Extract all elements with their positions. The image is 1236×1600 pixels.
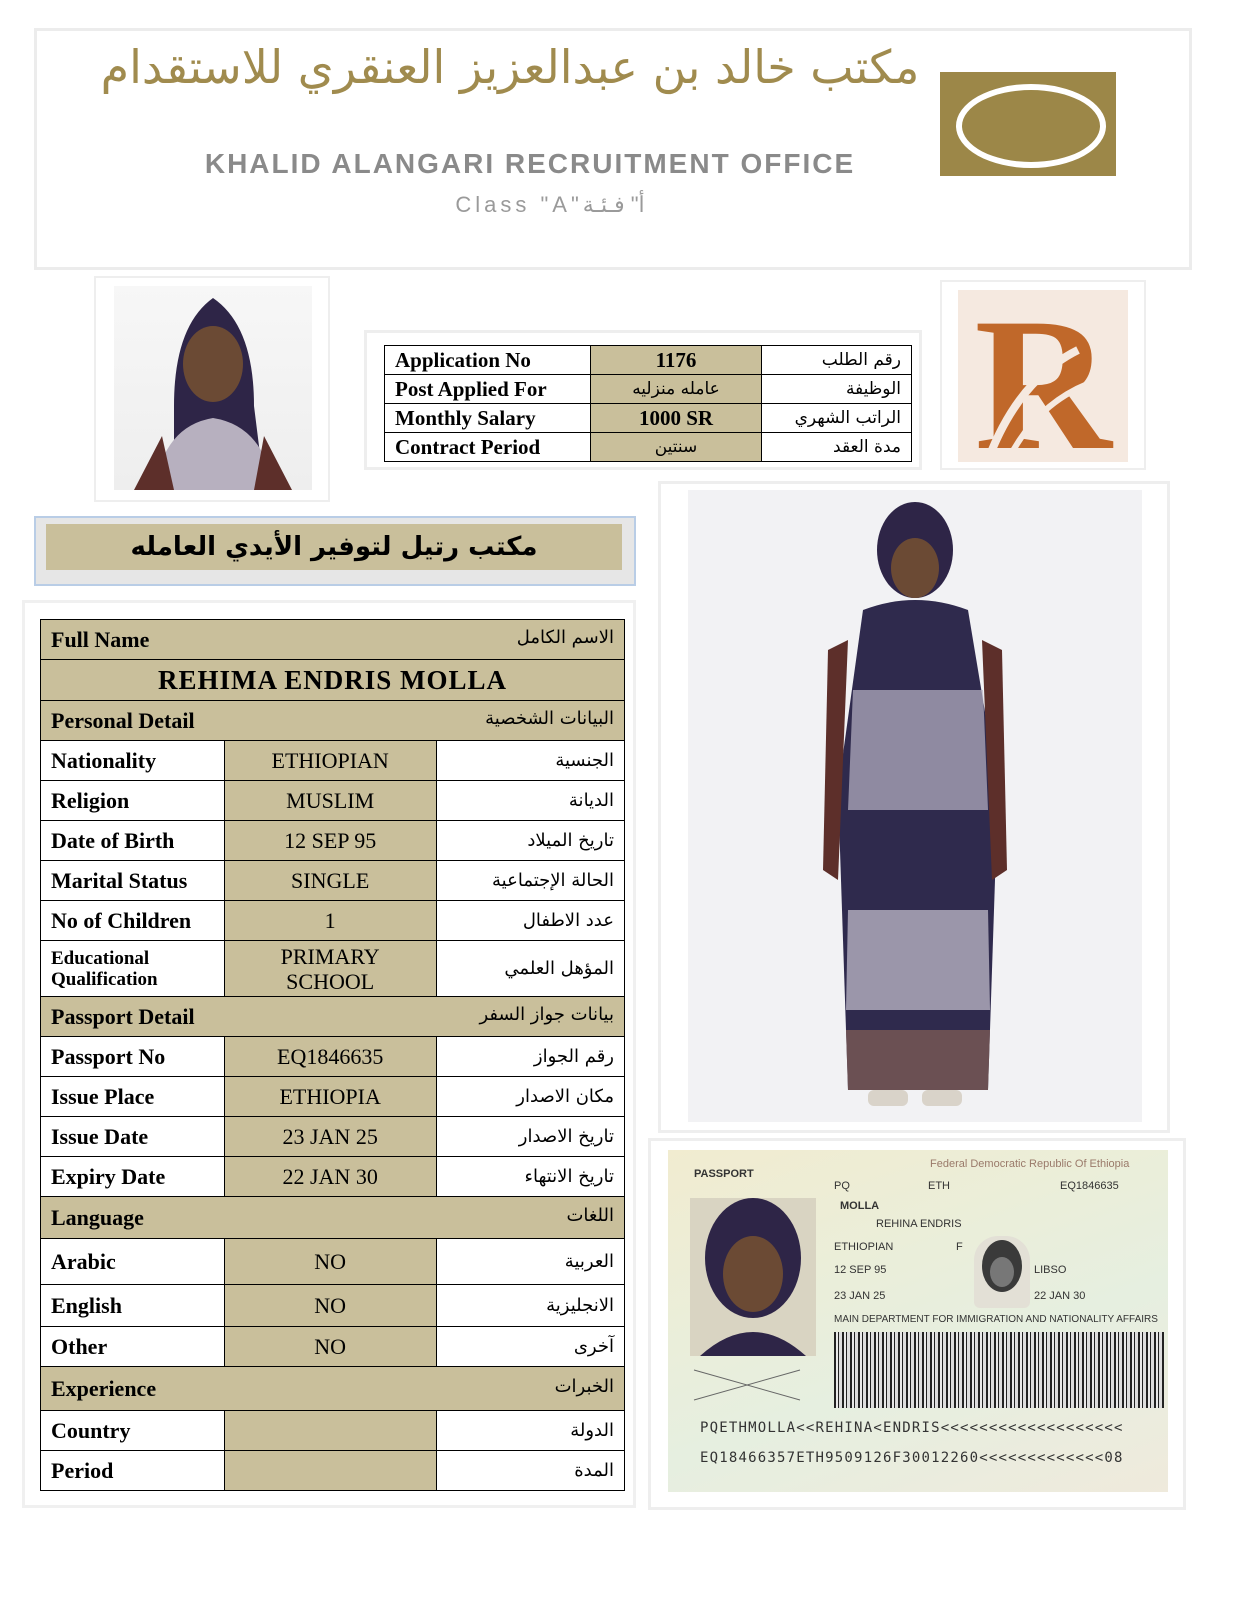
passport-number: EQ1846635 — [1060, 1180, 1119, 1192]
post-applied-value: عامله منزليه — [591, 375, 762, 404]
row-value — [224, 1451, 436, 1491]
row-label-ar: مدة العقد — [762, 433, 912, 462]
row-value: NO — [224, 1327, 436, 1367]
passport-surname: MOLLA — [840, 1200, 880, 1212]
row-label: Religion — [41, 781, 225, 821]
section-header-personal — [41, 701, 625, 741]
row-label-ar: تاريخ الميلاد — [436, 821, 624, 861]
row-label-ar: العربية — [436, 1239, 624, 1285]
passport-photo — [690, 1198, 816, 1356]
row-label: Expiry Date — [41, 1157, 225, 1197]
row-label: Monthly Salary — [385, 404, 591, 433]
row-label-ar: المؤهل العلمي — [436, 941, 624, 997]
row-value: SINGLE — [224, 861, 436, 901]
passport-birth-date: 12 SEP 95 — [834, 1264, 887, 1276]
row-label — [41, 941, 225, 997]
row-value: EQ1846635 — [224, 1037, 436, 1077]
row-label-ar: رقم الجواز — [436, 1037, 624, 1077]
full-name-value: REHIMA ENDRIS MOLLA — [41, 660, 625, 701]
passport-header-right: Federal Democratic Republic Of Ethiopia — [930, 1158, 1130, 1170]
row-label: Arabic — [41, 1239, 225, 1285]
passport-birth-place: LIBSO — [1034, 1264, 1067, 1276]
table-row — [41, 781, 625, 821]
row-label-ar: الدولة — [436, 1411, 624, 1451]
row-label-ar: تاريخ الاصدار — [436, 1117, 624, 1157]
full-name-header-row — [41, 620, 625, 660]
row-value: 23 JAN 25 — [224, 1117, 436, 1157]
passport-authority: MAIN DEPARTMENT FOR IMMIGRATION AND NATIONALITY AFFAIRS — [834, 1314, 1158, 1325]
row-label-ar: الديانة — [436, 781, 624, 821]
row-value: MUSLIM — [224, 781, 436, 821]
table-row — [41, 1411, 625, 1451]
table-row — [41, 1157, 625, 1197]
row-label: English — [41, 1285, 225, 1327]
full-name-row — [41, 660, 625, 701]
table-row — [41, 1451, 625, 1491]
section-label: Experience — [51, 1375, 157, 1401]
table-row — [41, 821, 625, 861]
row-label-line: Educational — [51, 947, 150, 969]
contract-period-value: سنتين — [591, 433, 762, 462]
passport-barcode — [834, 1332, 1164, 1408]
row-label: Period — [41, 1451, 225, 1491]
row-label: No of Children — [41, 901, 225, 941]
row-label: Contract Period — [385, 433, 591, 462]
row-label: Date of Birth — [41, 821, 225, 861]
row-label-ar: الجنسية — [436, 741, 624, 781]
row-value-line: PRIMARY — [280, 943, 380, 969]
application-row — [385, 404, 912, 433]
application-table — [384, 345, 912, 462]
row-label-line: Qualification — [51, 968, 158, 990]
table-row — [41, 1117, 625, 1157]
table-row — [41, 1037, 625, 1077]
small-photo — [114, 286, 312, 490]
passport-country-code: ETH — [928, 1180, 950, 1192]
full-body-photo — [688, 490, 1142, 1122]
section-label-ar: اللغات — [566, 1204, 614, 1226]
passport-sex: F — [956, 1241, 963, 1253]
table-row — [41, 1285, 625, 1327]
passport-nationality: ETHIOPIAN — [834, 1241, 894, 1253]
row-label-ar: الانجليزية — [436, 1285, 624, 1327]
row-label: Application No — [385, 346, 591, 375]
row-value: 22 JAN 30 — [224, 1157, 436, 1197]
row-label-ar: الوظيفة — [762, 375, 912, 404]
passport-signature — [690, 1364, 816, 1404]
table-row — [41, 1077, 625, 1117]
row-value: 1 — [224, 901, 436, 941]
application-row — [385, 375, 912, 404]
office-english-name: KHALID ALANGARI RECRUITMENT OFFICE — [204, 148, 856, 179]
row-value: ETHIOPIA — [224, 1077, 436, 1117]
row-label: Marital Status — [41, 861, 225, 901]
row-value: ETHIOPIAN — [224, 741, 436, 781]
section-label-ar: البيانات الشخصية — [485, 707, 614, 729]
row-label: Country — [41, 1411, 225, 1451]
row-label-ar: عدد الاطفال — [436, 901, 624, 941]
application-number: 1176 — [591, 346, 762, 375]
office-class-label: Class "A"أ" فـئـة — [455, 192, 645, 217]
section-header-passport — [41, 997, 625, 1037]
row-value — [224, 941, 436, 997]
office-logo-ring — [956, 84, 1106, 168]
passport-given-name: REHINA ENDRIS — [876, 1218, 962, 1230]
row-label: Issue Date — [41, 1117, 225, 1157]
table-row — [41, 941, 625, 997]
row-label-ar: مكان الاصدار — [436, 1077, 624, 1117]
full-name-label: Full Name — [51, 626, 150, 652]
passport-header-left: PASSPORT — [694, 1168, 754, 1180]
row-label: Issue Place — [41, 1077, 225, 1117]
application-row — [385, 433, 912, 462]
section-label: Passport Detail — [51, 1003, 195, 1029]
row-value — [224, 1411, 436, 1451]
row-label-ar: الراتب الشهري — [762, 404, 912, 433]
row-value: NO — [224, 1285, 436, 1327]
section-label-ar: بيانات جواز السفر — [479, 1003, 614, 1025]
passport-ghost-photo — [974, 1236, 1030, 1308]
row-label-ar: تاريخ الانتهاء — [436, 1157, 624, 1197]
section-header-language — [41, 1197, 625, 1239]
application-row — [385, 346, 912, 375]
row-label-ar: رقم الطلب — [762, 346, 912, 375]
row-value-line: SCHOOL — [286, 968, 375, 994]
row-label: Passport No — [41, 1037, 225, 1077]
table-row — [41, 1327, 625, 1367]
cv-table — [40, 619, 625, 1491]
table-row — [41, 1239, 625, 1285]
row-value: NO — [224, 1239, 436, 1285]
agency-banner-title: مكتب رتيل لتوفير الأيدي العامله — [46, 524, 622, 570]
table-row — [41, 901, 625, 941]
row-value: 12 SEP 95 — [224, 821, 436, 861]
monthly-salary-value: 1000 SR — [591, 404, 762, 433]
office-arabic-name: مكتب خالد بن عبدالعزيز العنقري للاستقدام — [100, 40, 920, 94]
passport-expiry-date: 22 JAN 30 — [1034, 1290, 1086, 1302]
section-label: Language — [51, 1204, 144, 1230]
row-label-ar: آخرى — [436, 1327, 624, 1367]
row-label: Post Applied For — [385, 375, 591, 404]
row-label: Nationality — [41, 741, 225, 781]
passport-mrz-line2: EQ18466357ETH9509126F30012260<<<<<<<<<<<<<08 — [700, 1450, 1124, 1466]
row-label-ar: الحالة الإجتماعية — [436, 861, 624, 901]
table-row — [41, 861, 625, 901]
section-header-experience — [41, 1367, 625, 1411]
row-label-ar: المدة — [436, 1451, 624, 1491]
row-label: Other — [41, 1327, 225, 1367]
full-name-label-ar: الاسم الكامل — [516, 626, 614, 648]
passport-mrz-line1: PQETHMOLLA<<REHINA<ENDRIS<<<<<<<<<<<<<<<<<<< — [700, 1420, 1124, 1436]
table-row — [41, 741, 625, 781]
section-label-ar: الخبرات — [554, 1375, 614, 1397]
passport-issue-date: 23 JAN 25 — [834, 1290, 886, 1302]
passport-type: PQ — [834, 1180, 850, 1192]
section-label: Personal Detail — [51, 707, 195, 733]
logo-letter: R — [974, 290, 1112, 462]
agency-logo-icon — [958, 290, 1128, 462]
